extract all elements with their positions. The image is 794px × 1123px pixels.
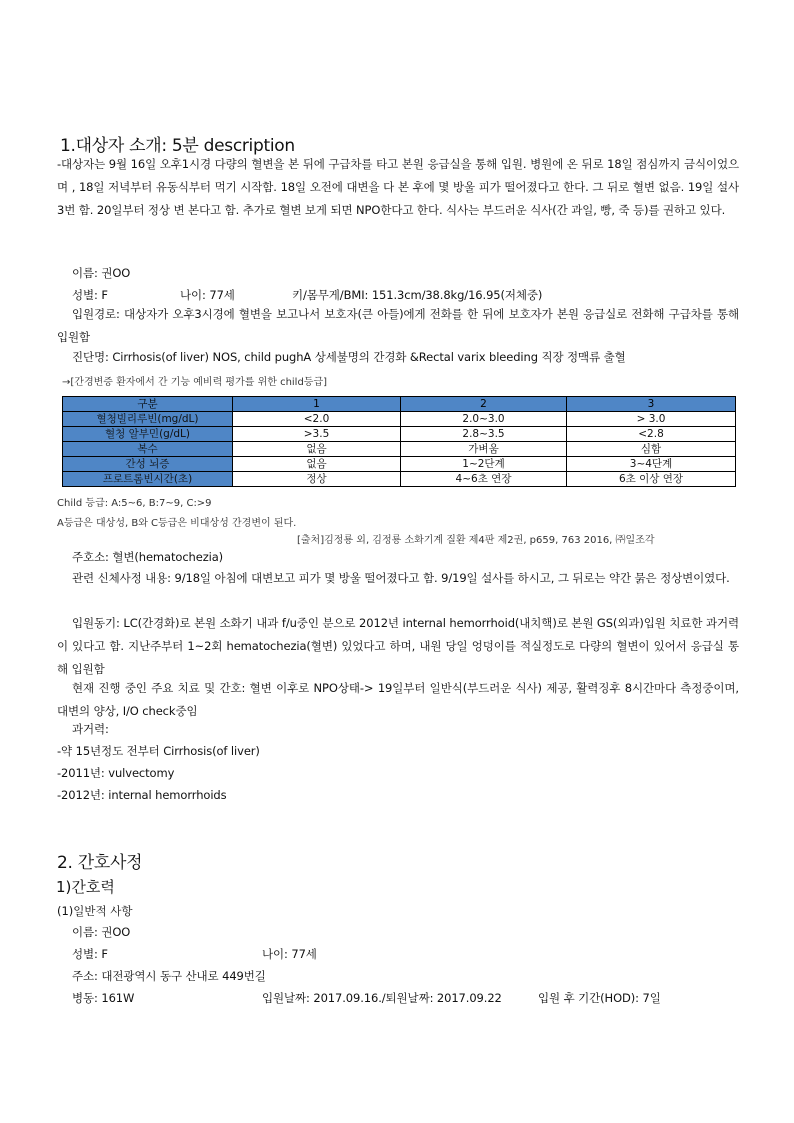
- table-row: [63, 412, 736, 427]
- history-item: -2011년: vulvectomy: [57, 766, 175, 780]
- table-row: [63, 427, 736, 442]
- history-label: 과거력:: [72, 722, 109, 736]
- table-cell: <2.0: [233, 412, 401, 427]
- table-cell: <2.8: [567, 427, 736, 442]
- admission-route: 입원경로: 대상자가 오후3시경에 혈변을 보고나서 보호자(큰 아들)에게 전화를 한 뒤에 보호자가 본원 응급실로 전화해 구급차를 통해 입원함: [57, 307, 739, 344]
- patient-sex-2: 성별: F: [72, 947, 108, 961]
- table-row: [63, 457, 736, 472]
- table-cell: 가벼움: [401, 442, 567, 457]
- table-cell: 심함: [567, 442, 736, 457]
- intro-paragraph: -대상자는 9월 16일 오후1시경 다량의 혈변을 본 뒤에 구급차를 타고 본원 응급실을 통해 입원. 병원에 온 뒤로 18일 점심까지 금식이었으며 , 18일 저녁부터 유동식부터 먹기 시작함. 18일 오전에 대변을 다 본 후에 몇 방울 피가 떨어졌다고 한다. 그 뒤로 혈변 없음. 19일 설사 3번 함. 20일부터 정상 변 본다고 함. 추가로 혈변 보게 되면 NPO한다고 한다. 식사는 부드러운 식사(간 과일, 빵, 죽 등)를 권하고 있다.: [57, 157, 739, 217]
- related-assessment: 관련 신체사정 내용: 9/18일 아침에 대변보고 피가 몇 방울 떨어졌다고 함. 9/19일 설사를 하시고, 그 뒤로는 약간 묽은 정상변이였다.: [72, 571, 730, 585]
- table-header-cell: 3: [567, 397, 736, 412]
- table-cell: 3~4단계: [567, 457, 736, 472]
- table-row-label: 혈청 알부민(g/dL): [63, 427, 233, 442]
- history-item: -약 15년정도 전부터 Cirrhosis(of liver): [57, 744, 260, 758]
- table-row-label: 혈청빌리루빈(mg/dL): [63, 412, 233, 427]
- table-cell: 없음: [233, 457, 401, 472]
- diagnosis: 진단명: Cirrhosis(of liver) NOS, child pughA 상세불명의 간경화 &Rectal varix bleeding 직장 정맥류 출혈: [72, 350, 626, 364]
- table-cell: > 3.0: [567, 412, 736, 427]
- ward: 병동: 161W: [72, 991, 135, 1005]
- current-treatment: 현재 진행 중인 주요 치료 및 간호: 혈변 이후로 NPO상태-> 19일부터 일반식(부드러운 식사) 제공, 활력징후 8시간마다 측정중이며, 대변의 양상, I/O check중임: [57, 681, 739, 718]
- table-caption: →[간경변증 환자에서 간 기능 예비력 평가를 위한 child등급]: [62, 377, 328, 388]
- patient-name: 이름: 권OO: [72, 266, 131, 280]
- section2-title: 2. 간호사정: [57, 853, 143, 873]
- child-pugh-table: [62, 396, 736, 487]
- hospital-days: 입원 후 기간(HOD): 7일: [538, 991, 661, 1005]
- table-cell: 없음: [233, 442, 401, 457]
- table-cell: 6초 이상 연장: [567, 472, 736, 487]
- table-header-cell: 1: [233, 397, 401, 412]
- table-header-row: [63, 397, 736, 412]
- table-row-label: 복수: [63, 442, 233, 457]
- child-grade-note: A등급은 대상성, B와 C등급은 비대상성 간경변이 된다.: [57, 518, 297, 529]
- child-grade: Child 등급: A:5~6, B:7~9, C:>9: [57, 498, 212, 509]
- admission-motive: 입원동기: LC(간경화)로 본원 소화기 내과 f/u중인 분으로 2012년 internal hemorrhoid(내치핵)로 본원 GS(외과)입원 치료한 과거력이 있다고 함. 지난주부터 1~2회 hematochezia(혈변) 있었다고 하며, 내원 당일 엉덩이를 적실정도로 다량의 혈변이 있어서 응급실 통해 입원함: [57, 616, 739, 676]
- table-row: [63, 442, 736, 457]
- source-citation: [출처]김정룡 외, 김정룡 소화기계 질환 제4판 제2권, p659, 763 2016, ㈜일조각: [297, 535, 655, 546]
- table-cell: 2.0~3.0: [401, 412, 567, 427]
- patient-age-2: 나이: 77세: [262, 947, 317, 961]
- patient-age: 나이: 77세: [180, 288, 235, 302]
- nursing-history-title: 1)간호력: [56, 878, 115, 896]
- table-cell: 1~2단계: [401, 457, 567, 472]
- patient-body-metrics: 키/몸무게/BMI: 151.3cm/38.8kg/16.95(저체중): [292, 288, 543, 302]
- table-row: [63, 472, 736, 487]
- table-header-cell: 2: [401, 397, 567, 412]
- table-cell: >3.5: [233, 427, 401, 442]
- patient-name-2: 이름: 권OO: [72, 925, 131, 939]
- general-info-title: (1)일반적 사항: [57, 904, 133, 918]
- table-row-label: 간성 뇌증: [63, 457, 233, 472]
- history-item: -2012년: internal hemorrhoids: [57, 788, 227, 802]
- chief-complaint: 주호소: 혈변(hematochezia): [72, 550, 224, 564]
- table-header-cell: 구분: [63, 397, 233, 412]
- patient-address: 주소: 대전광역시 동구 산내로 449번길: [72, 969, 266, 983]
- table-cell: 4~6초 연장: [401, 472, 567, 487]
- patient-sex: 성별: F: [72, 288, 108, 302]
- section1-title: 1.대상자 소개: 5분 description: [60, 136, 295, 156]
- admission-dates: 입원날짜: 2017.09.16./퇴원날짜: 2017.09.22: [262, 991, 502, 1005]
- table-cell: 2.8~3.5: [401, 427, 567, 442]
- table-row-label: 프로트롬빈시간(초): [63, 472, 233, 487]
- table-cell: 정상: [233, 472, 401, 487]
